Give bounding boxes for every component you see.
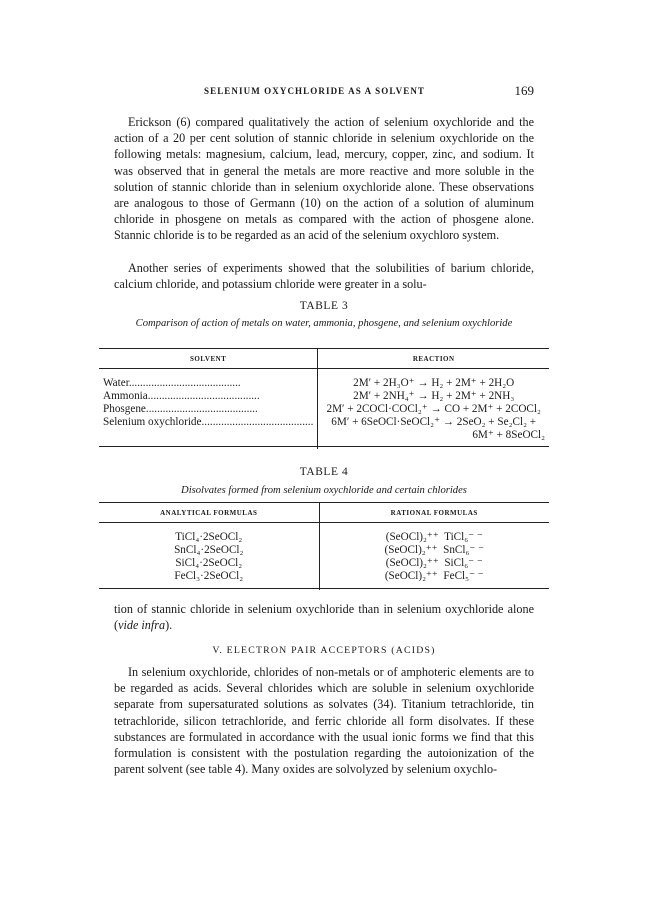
- table3-solvent-cell: Selenium oxychloride........................................: [99, 416, 318, 429]
- paragraph-continuation: tion of stannic chloride in selenium oxychloride than in selenium oxychloride alone (vide infra).: [114, 602, 534, 633]
- table3-header-solvent: SOLVENT: [99, 349, 318, 369]
- paragraph-solubilities: Another series of experiments showed that the solubilities of barium chloride, calcium chloride, and potassium chloride were greater in a solu-: [114, 261, 534, 292]
- table4-analytical-cell: FeCl₃·2SeOCl₂: [99, 570, 319, 590]
- table4-header-analytical: ANALYTICAL FORMULAS: [99, 503, 319, 523]
- table-row: [99, 570, 549, 590]
- table4-number: TABLE 4: [299, 466, 349, 478]
- table3-solvent-cell: Water........................................: [99, 369, 318, 391]
- table4-rational-cell: (SeOCl)₂⁺⁺ SnCl₆⁻ ⁻: [384, 544, 484, 556]
- table4-bottom-rule: [99, 588, 549, 589]
- paragraph-acids: In selenium oxychloride, chlorides of non-metals or of amphoteric elements are to be regarded as acids. Several chlorides which are soluble in selenium oxychloride separate from supersaturated solutions as solvates (34). Titanium tetrachloride, tin tetrachloride, silicon tetrachloride, and ferric chloride all form disolvates. If these substances are formulated in accordance with the usual ionic forms we find that this formulation is consistent with the postulation regarding the autoionization of the parent solvent (see table 4). Many oxides are solvolyzed by selenium oxychlo-: [114, 665, 534, 777]
- table3-reaction-cell: 2M′ + 2COCl·COCl₂⁺ → CO + 2M⁺ + 2COCl₂: [326, 403, 541, 415]
- table4-rational-cell: (SeOCl)₂⁺⁺ FeCl₅⁻ ⁻: [384, 570, 484, 582]
- table-row: [99, 544, 549, 557]
- table-row: [99, 390, 549, 403]
- table3-caption: Comparison of action of metals on water, ammonia, phosgene, and selenium oxychloride: [135, 318, 513, 329]
- table3-reaction-cell: 6M′ + 6SeOCl·SeOCl₂⁺ → 2SeO₂ + Se₂Cl₂ +: [331, 416, 537, 428]
- section-heading: V. ELECTRON PAIR ACCEPTORS (ACIDS): [212, 645, 436, 656]
- table3-bottom-rule: [99, 446, 549, 447]
- table3-header-reaction: REACTION: [318, 349, 549, 369]
- table3-number: TABLE 3: [299, 300, 349, 312]
- table4-caption: Disolvates formed from selenium oxychloride and certain chlorides: [181, 485, 467, 496]
- page-header: [114, 84, 534, 102]
- table4-analytical-cell: SiCl₄·2SeOCl₂: [99, 557, 319, 570]
- table3-solvent-cell: Ammonia........................................: [99, 390, 318, 403]
- table4: [99, 503, 549, 590]
- table3-reaction-cell: 2M′ + 2H₃O⁺ → H₂ + 2M⁺ + 2H₂O: [353, 377, 515, 389]
- table3: [99, 349, 549, 449]
- table4-rational-cell: (SeOCl)₂⁺⁺ TiCl₆⁻ ⁻: [385, 531, 483, 543]
- table4-rational-cell: (SeOCl)₂⁺⁺ SiCl₆⁻ ⁻: [385, 557, 483, 569]
- table4-analytical-cell: SnCl₄·2SeOCl₂: [99, 544, 319, 557]
- table4-analytical-cell: TiCl₄·2SeOCl₂: [99, 523, 319, 545]
- table3-reaction-cell: 2M′ + 2NH₄⁺ → H₂ + 2M⁺ + 2NH₃: [353, 390, 515, 402]
- table-row: [99, 557, 549, 570]
- table-row: [99, 416, 549, 429]
- table-row: [99, 523, 549, 545]
- table3-solvent-cell: Phosgene........................................: [99, 403, 318, 416]
- running-title: SELENIUM OXYCHLORIDE AS A SOLVENT: [204, 86, 426, 96]
- page-number: 169: [514, 83, 534, 98]
- paragraph-erickson: Erickson (6) compared qualitatively the action of selenium oxychloride and the action of a 20 per cent solution of stannic chloride in selenium oxychloride on the following metals: magnesium, calcium, lead, mercury, copper, zinc, and sodium. It was observed that in general the metals are more reactive and more soluble in the solution of stannic chloride than in selenium oxychloride alone. These observations are analogous to those of Germann (10) on the action of a solution of aluminum chloride in phosgene on metals as compared with the action of phosgene alone. Stannic chloride is to be regarded as an acid of the selenium oxychloro system.: [114, 115, 534, 243]
- table3-reaction-continuation: 6M⁺ + 8SeOCl₂: [472, 429, 545, 441]
- table4-header-rational: RATIONAL FORMULAS: [319, 503, 549, 523]
- table-row: [99, 369, 549, 391]
- table-row: [99, 403, 549, 416]
